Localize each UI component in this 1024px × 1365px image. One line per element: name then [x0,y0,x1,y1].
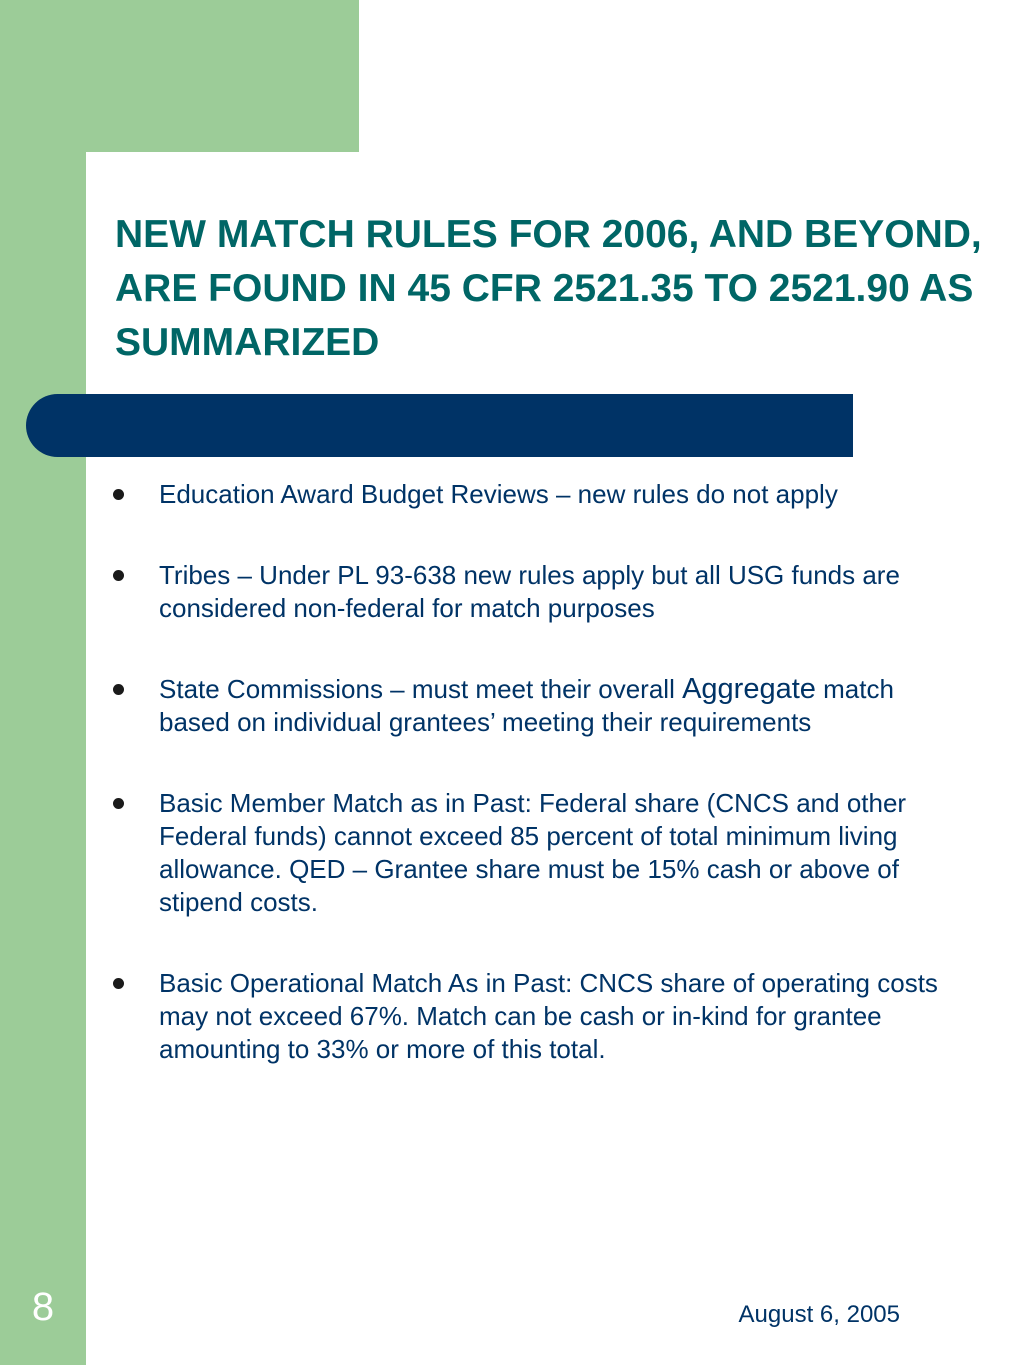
bullet-text: Tribes – Under PL 93-638 new rules apply but all USG funds are considered non-federal for match purposes [159,560,900,623]
top-green-block [86,0,359,152]
slide-date: August 6, 2005 [738,1301,900,1328]
bullet-text: Basic Operational Match As in Past: CNCS share of operating costs may not exceed 67%. Match can be cash or in-kind for grantee amounting to 33% or more of this total. [159,968,938,1064]
left-green-band [0,0,86,1365]
bullet-dot-icon [113,489,124,500]
bullet-text-post: match based on individual grantees’ meeting their requirements [159,674,894,737]
bullet-text: Education Award Budget Reviews – new rules do not apply [159,479,838,509]
slide-title: NEW MATCH RULES FOR 2006, AND BEYOND, ARE FOUND IN 45 CFR 2521.35 TO 2521.90 AS SUMMARIZED [115,213,982,364]
bullet-dot-icon [113,798,124,809]
bullet-dot-icon [113,570,124,581]
title-divider-bar [26,394,853,457]
bullet-text: Basic Member Match as in Past: Federal share (CNCS and other Federal funds) cannot exceed 85 percent of total minimum living allowance. QED – Grantee share must be 15% cash or above of stipend costs. [159,788,907,917]
bullet-dot-icon [113,684,124,695]
bullet-item-member-match [110,787,950,919]
bullet-text-emphasis: Aggregate [682,673,816,705]
bullet-list [110,478,950,1114]
slide-number: 8 [31,1285,55,1329]
bullet-item-operational-match [110,967,950,1066]
bullet-item-education-award [110,478,950,511]
bullet-text-pre: State Commissions – must meet their overall [159,674,683,704]
bullet-dot-icon [113,978,124,989]
bullet-item-state-commissions [110,673,950,739]
bullet-item-tribes [110,559,950,625]
